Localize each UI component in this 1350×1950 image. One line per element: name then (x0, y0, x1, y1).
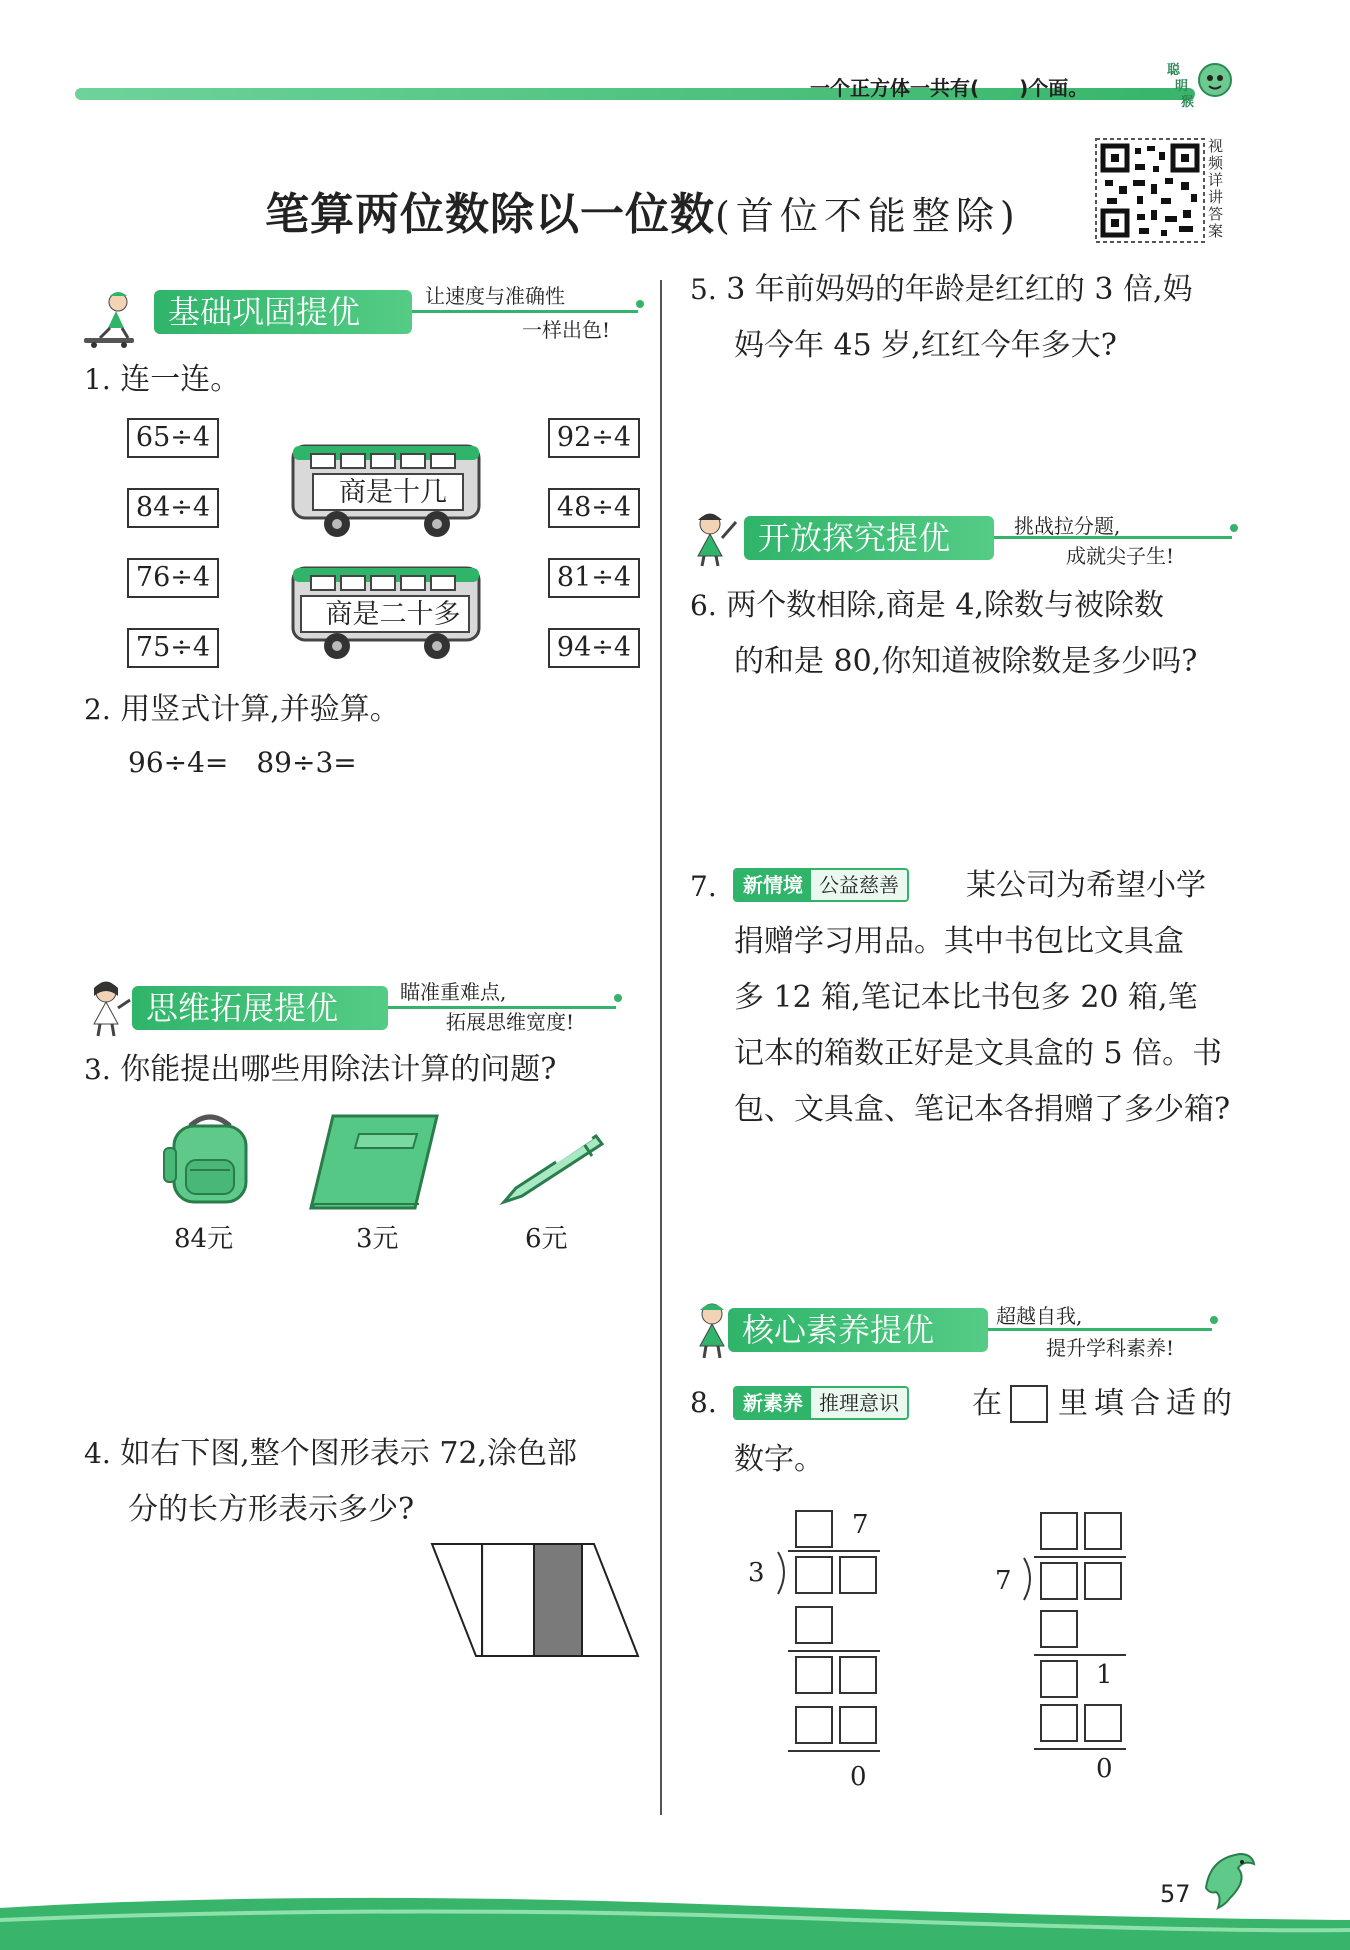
question-7-line4: 记本的箱数正好是文具盒的 5 倍。书 (734, 1036, 1223, 1071)
question-5: 5. 3 年前妈妈的年龄是红红的 3 倍,妈 (690, 272, 1193, 307)
banner-dot (636, 300, 644, 308)
question-8-number: 8. (690, 1386, 717, 1419)
banner-line (412, 310, 638, 313)
banner-tip-line1: 瞄准重难点, (400, 980, 507, 1004)
question-3: 3. 你能提出哪些用除法计算的问题? (84, 1052, 557, 1087)
digit-box[interactable] (1084, 1704, 1122, 1742)
banner-dot (1230, 524, 1238, 532)
question-7-line5: 包、文具盒、笔记本各捐赠了多少箱? (734, 1092, 1231, 1127)
digit-box[interactable] (1084, 1512, 1122, 1550)
digit-box[interactable] (795, 1510, 833, 1548)
digit-box[interactable] (795, 1606, 833, 1644)
left-expression-2[interactable]: 84÷4 (127, 488, 219, 528)
remainder: 0 (1096, 1754, 1113, 1784)
backpack-icon (160, 1108, 260, 1208)
price-label: 84元 (174, 1224, 234, 1254)
page-title: 笔算两位数除以一位数(首位不能整除) (265, 189, 1021, 240)
banner-tip-line1: 让速度与准确性 (425, 284, 565, 308)
monkey-mascot-icon (1165, 52, 1235, 112)
division-bracket (776, 1550, 792, 1596)
banner-tip-line2: 一样出色! (522, 318, 611, 342)
question-8-text-b: 里填合适的 (1058, 1386, 1238, 1421)
pen-icon (496, 1128, 606, 1208)
division-bar (788, 1750, 880, 1752)
kid-waving-icon (686, 508, 744, 568)
division-bar (788, 1550, 880, 1552)
digit-box[interactable] (1040, 1704, 1078, 1742)
banner-tip-line1: 挑战拉分题, (1014, 514, 1121, 538)
question-7-line2: 捐赠学习用品。其中书包比文具盒 (734, 924, 1184, 959)
digit-box[interactable] (1040, 1610, 1078, 1648)
banner-tip-line2: 提升学科素养! (1046, 1336, 1175, 1360)
question-2-expressions: 96÷4= 89÷3= (128, 746, 357, 779)
question-5-line2: 妈今年 45 岁,红红今年多大? (734, 328, 1117, 363)
svg-text:聪: 聪 (1167, 63, 1181, 78)
tag-new-context: 新情境 公益慈善 (733, 868, 909, 902)
banner-dot (1210, 1316, 1218, 1324)
banner-tip-line1: 超越自我, (996, 1304, 1083, 1328)
question-8-line2: 数字。 (734, 1442, 824, 1477)
column-divider (660, 280, 662, 1815)
question-8-text-a: 在 (972, 1386, 1002, 1421)
header-tip: 一个正方体一共有( )个面。 (810, 76, 1089, 100)
digit-box[interactable] (839, 1706, 877, 1744)
section-banner-core: 核心素养提优 (728, 1308, 988, 1352)
section-banner-basic: 基础巩固提优 (154, 290, 412, 334)
question-4-line2: 分的长方形表示多少? (128, 1492, 415, 1527)
digit-box[interactable] (839, 1556, 877, 1594)
division-bar (1034, 1654, 1126, 1656)
left-expression-3[interactable]: 76÷4 (127, 558, 219, 598)
digit-box[interactable] (1084, 1562, 1122, 1600)
section-banner-thinking: 思维拓展提优 (132, 986, 388, 1030)
digit-box[interactable] (795, 1556, 833, 1594)
banner-tip-line2: 成就尖子生! (1066, 544, 1175, 568)
bus-label-2: 商是二十多 (325, 599, 461, 630)
remainder: 0 (850, 1762, 867, 1792)
parallelogram-figure (430, 1540, 640, 1660)
right-expression-1[interactable]: 92÷4 (548, 418, 640, 458)
digit-box[interactable] (839, 1656, 877, 1694)
page-subtitle: (首位不能整除) (715, 194, 1021, 238)
division-bracket (1022, 1556, 1038, 1602)
quotient-digit: 7 (852, 1510, 869, 1540)
question-2: 2. 用竖式计算,并验算。 (84, 692, 400, 727)
qr-code-icon[interactable] (1095, 138, 1205, 243)
left-expression-1[interactable]: 65÷4 (127, 418, 219, 458)
question-6: 6. 两个数相除,商是 4,除数与被除数 (690, 588, 1164, 623)
question-7-line1: 某公司为希望小学 (966, 868, 1206, 903)
right-expression-4[interactable]: 94÷4 (548, 628, 640, 668)
dolphin-icon (1196, 1848, 1260, 1914)
digit-box[interactable] (795, 1656, 833, 1694)
question-7-line3: 多 12 箱,笔记本比书包多 20 箱,笔 (734, 980, 1198, 1015)
bus-label-1: 商是十几 (339, 477, 447, 508)
middle-digit: 1 (1096, 1660, 1113, 1690)
notebook-icon (305, 1112, 445, 1212)
banner-dot (614, 994, 622, 1002)
right-expression-3[interactable]: 81÷4 (548, 558, 640, 598)
question-1: 1. 连一连。 (84, 362, 241, 397)
tag-new-literacy: 新素养 推理意识 (733, 1386, 909, 1420)
division-bar (1034, 1748, 1126, 1750)
digit-box[interactable] (1040, 1660, 1078, 1698)
section-banner-open: 开放探究提优 (744, 516, 994, 560)
division-bar (788, 1650, 880, 1652)
question-7-number: 7. (690, 870, 717, 903)
footer-wave (0, 1890, 1350, 1950)
svg-text:猴: 猴 (1181, 95, 1195, 110)
page-number: 57 (1160, 1880, 1191, 1908)
digit-box[interactable] (1040, 1562, 1078, 1600)
question-4: 4. 如右下图,整个图形表示 72,涂色部 (84, 1436, 578, 1471)
skateboard-kid-icon (80, 288, 138, 348)
svg-text:明: 明 (1175, 79, 1189, 94)
price-label: 6元 (525, 1224, 568, 1254)
left-expression-4[interactable]: 75÷4 (127, 628, 219, 668)
answer-box-example (1010, 1385, 1048, 1423)
qr-label: 视频详讲答案 (1208, 137, 1224, 240)
digit-box[interactable] (1040, 1512, 1078, 1550)
girl-mascot-icon (80, 978, 138, 1038)
divisor: 7 (995, 1566, 1012, 1596)
price-label: 3元 (356, 1224, 399, 1254)
banner-tip-line2: 拓展思维宽度! (446, 1010, 575, 1034)
divisor: 3 (748, 1558, 765, 1588)
division-bar (1034, 1556, 1126, 1558)
right-expression-2[interactable]: 48÷4 (548, 488, 640, 528)
question-6-line2: 的和是 80,你知道被除数是多少吗? (734, 644, 1198, 679)
digit-box[interactable] (795, 1706, 833, 1744)
